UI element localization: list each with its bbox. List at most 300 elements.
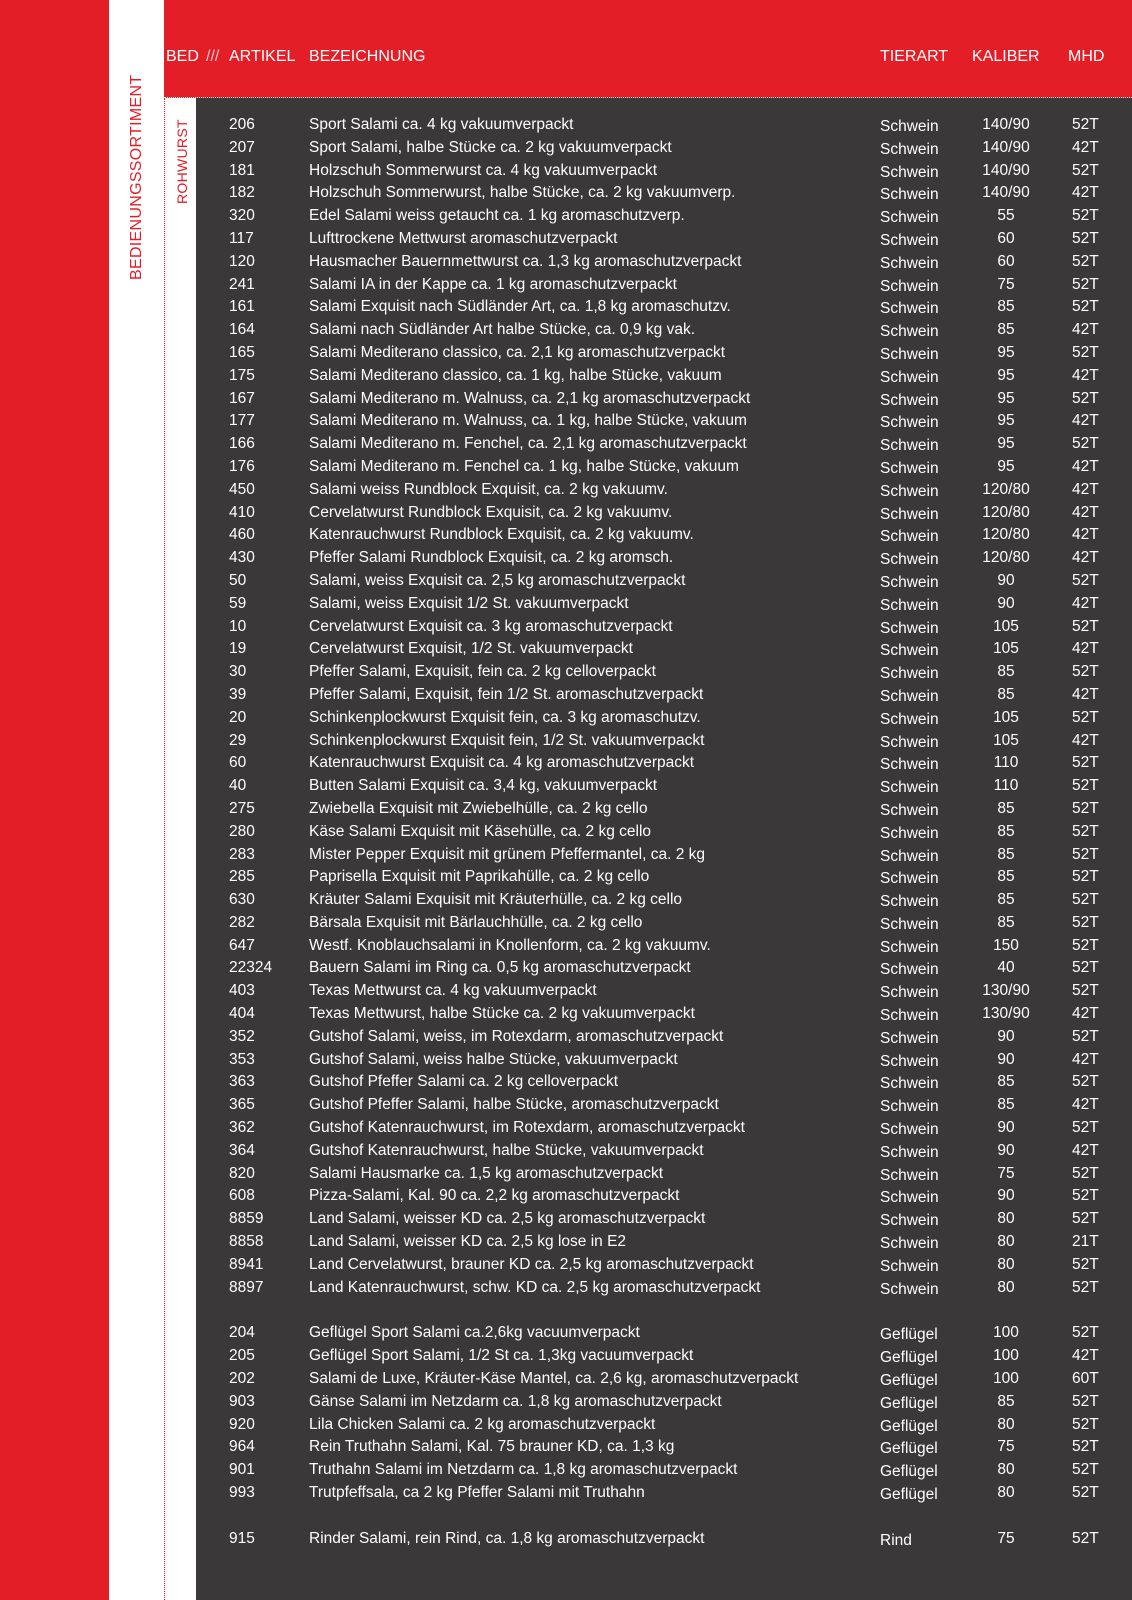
best-before: 52T	[1072, 1484, 1099, 1502]
animal-type: Schwein	[880, 938, 939, 956]
table-row	[0, 114, 1132, 137]
caliber: 85	[997, 822, 1015, 840]
animal-type: Schwein	[880, 847, 939, 865]
best-before: 42T	[1072, 1141, 1099, 1159]
best-before: 52T	[1072, 777, 1099, 795]
caliber: 85	[997, 663, 1015, 681]
caliber: 110	[993, 754, 1019, 772]
animal-type: Geflügel	[880, 1326, 938, 1344]
animal-type: Geflügel	[880, 1417, 938, 1435]
product-name: Gutshof Katenrauchwurst, halbe Stücke, vakuumverpackt	[309, 1141, 704, 1159]
caliber: 120/80	[982, 526, 1030, 544]
caliber: 75	[997, 1529, 1015, 1547]
product-name: Salami Mediterano m. Fenchel ca. 1 kg, halbe Stücke, vakuum	[309, 457, 739, 475]
caliber: 80	[997, 1278, 1015, 1296]
article-number: 410	[229, 503, 255, 521]
table-row	[0, 160, 1132, 183]
table-row	[0, 228, 1132, 251]
animal-type: Schwein	[880, 1189, 939, 1207]
article-number: 161	[229, 298, 255, 316]
caliber: 80	[997, 1233, 1015, 1251]
caliber: 80	[997, 1484, 1015, 1502]
best-before: 52T	[1072, 959, 1099, 977]
animal-type: Schwein	[880, 756, 939, 774]
best-before: 52T	[1072, 822, 1099, 840]
animal-type: Schwein	[880, 642, 939, 660]
article-number: 364	[229, 1141, 255, 1159]
animal-type: Schwein	[880, 163, 939, 181]
article-number: 10	[229, 617, 247, 635]
best-before: 42T	[1072, 731, 1099, 749]
product-name: Salami Mediterano classico, ca. 1 kg, halbe Stücke, vakuum	[309, 366, 722, 384]
best-before: 52T	[1072, 435, 1099, 453]
product-name: Trutpfeffsala, ca 2 kg Pfeffer Salami mit Truthahn	[309, 1484, 645, 1502]
best-before: 52T	[1072, 1324, 1099, 1342]
caliber: 40	[997, 959, 1015, 977]
best-before: 52T	[1072, 754, 1099, 772]
animal-type: Schwein	[880, 573, 939, 591]
article-number: 8941	[229, 1255, 264, 1273]
caliber: 140/90	[982, 184, 1030, 202]
article-number: 40	[229, 777, 247, 795]
article-number: 39	[229, 685, 247, 703]
table-row	[0, 1322, 1132, 1345]
group-gap	[0, 1299, 1132, 1322]
article-number: 60	[229, 754, 247, 772]
animal-type: Rind	[880, 1531, 912, 1549]
article-number: 450	[229, 480, 255, 498]
article-number: 353	[229, 1050, 255, 1068]
caliber: 85	[997, 868, 1015, 886]
product-name: Paprisella Exquisit mit Paprikahülle, ca. 2 kg cello	[309, 868, 650, 886]
product-name: Pfeffer Salami, Exquisit, fein 1/2 St. aromaschutzverpackt	[309, 685, 704, 703]
table-row	[0, 1026, 1132, 1049]
product-name: Land Cervelatwurst, brauner KD ca. 2,5 kg aromaschutzverpackt	[309, 1255, 754, 1273]
table-row	[0, 1482, 1132, 1505]
article-number: 285	[229, 868, 255, 886]
article-number: 964	[229, 1438, 255, 1456]
animal-type: Schwein	[880, 1257, 939, 1275]
article-number: 181	[229, 161, 255, 179]
best-before: 60T	[1072, 1370, 1099, 1388]
table-row	[0, 274, 1132, 297]
animal-type: Schwein	[880, 665, 939, 683]
best-before: 52T	[1072, 275, 1099, 293]
caliber: 85	[997, 685, 1015, 703]
best-before: 42T	[1072, 138, 1099, 156]
product-name: Salami Mediterano classico, ca. 2,1 kg aromaschutzverpackt	[309, 343, 726, 361]
table-row	[0, 957, 1132, 980]
caliber: 140/90	[982, 138, 1030, 156]
table-row	[0, 821, 1132, 844]
table-row	[0, 889, 1132, 912]
article-number: 920	[229, 1415, 255, 1433]
caliber: 90	[997, 571, 1015, 589]
article-number: 8859	[229, 1210, 264, 1228]
table-row	[0, 456, 1132, 479]
article-number: 647	[229, 936, 255, 954]
caliber: 75	[997, 1438, 1015, 1456]
animal-type: Schwein	[880, 1143, 939, 1161]
article-number: 176	[229, 457, 255, 475]
product-name: Sport Salami, halbe Stücke ca. 2 kg vakuumverpackt	[309, 138, 672, 156]
best-before: 42T	[1072, 321, 1099, 339]
best-before: 42T	[1072, 366, 1099, 384]
caliber: 150	[993, 936, 1019, 954]
table-row	[0, 1071, 1132, 1094]
product-name: Land Katenrauchwurst, schw. KD ca. 2,5 kg aromaschutzverpackt	[309, 1278, 761, 1296]
caliber: 100	[993, 1324, 1019, 1342]
caliber: 80	[997, 1210, 1015, 1228]
product-name: Texas Mettwurst ca. 4 kg vakuumverpackt	[309, 982, 597, 1000]
best-before: 52T	[1072, 708, 1099, 726]
article-number: 241	[229, 275, 255, 293]
table-row	[0, 388, 1132, 411]
product-name: Salami Mediterano m. Walnuss, ca. 1 kg, halbe Stücke, vakuum	[309, 412, 747, 430]
product-name: Schinkenplockwurst Exquisit fein, ca. 3 kg aromaschutzv.	[309, 708, 701, 726]
product-name: Gutshof Pfeffer Salami, halbe Stücke, aromaschutzverpackt	[309, 1096, 719, 1114]
table-row	[0, 980, 1132, 1003]
product-name: Rinder Salami, rein Rind, ca. 1,8 kg aromaschutzverpackt	[309, 1529, 705, 1547]
caliber: 140/90	[982, 161, 1030, 179]
table-row	[0, 319, 1132, 342]
table-row	[0, 707, 1132, 730]
caliber: 95	[997, 457, 1015, 475]
best-before: 52T	[1072, 1210, 1099, 1228]
group-gap	[0, 1505, 1132, 1528]
animal-type: Schwein	[880, 687, 939, 705]
animal-type: Schwein	[880, 414, 939, 432]
animal-type: Geflügel	[880, 1463, 938, 1481]
animal-type: Schwein	[880, 619, 939, 637]
animal-type: Geflügel	[880, 1372, 938, 1390]
product-name: Pfeffer Salami, Exquisit, fein ca. 2 kg celloverpackt	[309, 663, 656, 681]
caliber: 85	[997, 298, 1015, 316]
animal-type: Schwein	[880, 1029, 939, 1047]
animal-type: Schwein	[880, 1098, 939, 1116]
caliber: 105	[993, 731, 1019, 749]
product-name: Katenrauchwurst Exquisit ca. 4 kg aromaschutzverpackt	[309, 754, 695, 772]
product-name: Salami, weiss Exquisit ca. 2,5 kg aromaschutzverpackt	[309, 571, 686, 589]
article-number: 460	[229, 526, 255, 544]
caliber: 85	[997, 1073, 1015, 1091]
best-before: 52T	[1072, 617, 1099, 635]
caliber: 60	[997, 252, 1015, 270]
product-name: Pizza-Salami, Kal. 90 ca. 2,2 kg aromaschutzverpackt	[309, 1187, 680, 1205]
table-row	[0, 1391, 1132, 1414]
animal-type: Schwein	[880, 140, 939, 158]
best-before: 52T	[1072, 252, 1099, 270]
best-before: 52T	[1072, 982, 1099, 1000]
article-number: 608	[229, 1187, 255, 1205]
best-before: 52T	[1072, 1073, 1099, 1091]
article-number: 8858	[229, 1233, 264, 1251]
table-row	[0, 730, 1132, 753]
product-name: Pfeffer Salami Rundblock Exquisit, ca. 2 kg aromsch.	[309, 549, 674, 567]
animal-type: Schwein	[880, 1280, 939, 1298]
article-number: 166	[229, 435, 255, 453]
animal-type: Schwein	[880, 1166, 939, 1184]
best-before: 52T	[1072, 936, 1099, 954]
article-number: 205	[229, 1347, 255, 1365]
article-number: 167	[229, 389, 255, 407]
animal-type: Schwein	[880, 870, 939, 888]
article-number: 175	[229, 366, 255, 384]
table-row	[0, 570, 1132, 593]
best-before: 52T	[1072, 161, 1099, 179]
caliber: 105	[993, 640, 1019, 658]
product-name: Bauern Salami im Ring ca. 0,5 kg aromaschutzverpackt	[309, 959, 691, 977]
table-row	[0, 593, 1132, 616]
caliber: 105	[993, 617, 1019, 635]
product-name: Cervelatwurst Exquisit, 1/2 St. vakuumverpackt	[309, 640, 633, 658]
article-number: 901	[229, 1461, 255, 1479]
caliber: 130/90	[982, 1005, 1030, 1023]
product-name: Salami, weiss Exquisit 1/2 St. vakuumverpackt	[309, 594, 629, 612]
product-name: Schinkenplockwurst Exquisit fein, 1/2 St. vakuumverpackt	[309, 731, 705, 749]
animal-type: Schwein	[880, 482, 939, 500]
article-number: 430	[229, 549, 255, 567]
header-artikel: ARTIKEL	[229, 48, 296, 65]
article-number: 993	[229, 1484, 255, 1502]
table-row	[0, 1117, 1132, 1140]
caliber: 105	[993, 708, 1019, 726]
caliber: 80	[997, 1255, 1015, 1273]
animal-type: Schwein	[880, 300, 939, 318]
caliber: 95	[997, 435, 1015, 453]
best-before: 52T	[1072, 229, 1099, 247]
table-row	[0, 798, 1132, 821]
table-row	[0, 1094, 1132, 1117]
product-name: Gutshof Pfeffer Salami ca. 2 kg celloverpackt	[309, 1073, 619, 1091]
article-number: 320	[229, 207, 255, 225]
caliber: 90	[997, 1027, 1015, 1045]
product-name: Kräuter Salami Exquisit mit Kräuterhülle, ca. 2 kg cello	[309, 891, 683, 909]
article-number: 30	[229, 663, 247, 681]
product-name: Gutshof Katenrauchwurst, im Rotexdarm, aromaschutzverpackt	[309, 1119, 745, 1137]
best-before: 52T	[1072, 891, 1099, 909]
product-name: Gänse Salami im Netzdarm ca. 1,8 kg aromaschutzverpackt	[309, 1392, 722, 1410]
header-mhd: MHD	[1068, 48, 1105, 65]
product-name: Käse Salami Exquisit mit Käsehülle, ca. 2 kg cello	[309, 822, 652, 840]
best-before: 52T	[1072, 1187, 1099, 1205]
best-before: 52T	[1072, 1027, 1099, 1045]
best-before: 52T	[1072, 298, 1099, 316]
best-before: 42T	[1072, 526, 1099, 544]
caliber: 90	[997, 1187, 1015, 1205]
product-name: Rein Truthahn Salami, Kal. 75 brauner KD, ca. 1,3 kg	[309, 1438, 675, 1456]
table-row	[0, 410, 1132, 433]
product-name: Salami Mediterano m. Walnuss, ca. 2,1 kg aromaschutzverpackt	[309, 389, 751, 407]
animal-type: Schwein	[880, 368, 939, 386]
table-row	[0, 1185, 1132, 1208]
best-before: 52T	[1072, 1255, 1099, 1273]
best-before: 42T	[1072, 412, 1099, 430]
animal-type: Schwein	[880, 459, 939, 477]
best-before: 52T	[1072, 343, 1099, 361]
article-number: 403	[229, 982, 255, 1000]
animal-type: Schwein	[880, 277, 939, 295]
caliber: 85	[997, 799, 1015, 817]
best-before: 52T	[1072, 389, 1099, 407]
best-before: 52T	[1072, 116, 1099, 133]
product-name: Cervelatwurst Exquisit ca. 3 kg aromaschutzverpackt	[309, 617, 673, 635]
product-name: Sport Salami ca. 4 kg vakuumverpackt	[309, 116, 574, 133]
caliber: 90	[997, 1119, 1015, 1137]
product-name: Gutshof Salami, weiss halbe Stücke, vakuumverpackt	[309, 1050, 678, 1068]
product-name: Hausmacher Bauernmettwurst ca. 1,3 kg aromaschutzverpackt	[309, 252, 742, 270]
best-before: 42T	[1072, 184, 1099, 202]
article-number: 59	[229, 594, 247, 612]
animal-type: Geflügel	[880, 1486, 938, 1504]
animal-type: Schwein	[880, 209, 939, 227]
animal-type: Schwein	[880, 596, 939, 614]
header-divider	[164, 97, 1132, 98]
animal-type: Geflügel	[880, 1440, 938, 1458]
article-number: 120	[229, 252, 255, 270]
article-number: 820	[229, 1164, 255, 1182]
article-number: 207	[229, 138, 255, 156]
best-before: 52T	[1072, 1119, 1099, 1137]
caliber: 90	[997, 1141, 1015, 1159]
caliber: 75	[997, 275, 1015, 293]
caliber: 100	[993, 1347, 1019, 1365]
animal-type: Schwein	[880, 733, 939, 751]
article-number: 182	[229, 184, 255, 202]
article-number: 164	[229, 321, 255, 339]
article-number: 117	[229, 229, 254, 247]
caliber: 85	[997, 891, 1015, 909]
caliber: 85	[997, 913, 1015, 931]
table-row	[0, 502, 1132, 525]
article-number: 404	[229, 1005, 255, 1023]
animal-type: Geflügel	[880, 1349, 938, 1367]
table-row	[0, 182, 1132, 205]
table-row	[0, 1003, 1132, 1026]
animal-type: Schwein	[880, 1007, 939, 1025]
caliber: 85	[997, 1392, 1015, 1410]
caliber: 75	[997, 1164, 1015, 1182]
caliber: 140/90	[982, 116, 1030, 133]
article-number: 363	[229, 1073, 255, 1091]
header-bed: BED	[166, 48, 199, 65]
animal-type: Schwein	[880, 710, 939, 728]
caliber: 95	[997, 366, 1015, 384]
article-number: 206	[229, 116, 255, 133]
animal-type: Schwein	[880, 915, 939, 933]
caliber: 110	[993, 777, 1019, 795]
article-number: 29	[229, 731, 247, 749]
caliber: 95	[997, 389, 1015, 407]
caliber: 120/80	[982, 549, 1030, 567]
table-row	[0, 547, 1132, 570]
table-row	[0, 1345, 1132, 1368]
animal-type: Schwein	[880, 1052, 939, 1070]
product-name: Texas Mettwurst, halbe Stücke ca. 2 kg vakuumverpackt	[309, 1005, 695, 1023]
product-name: Geflügel Sport Salami ca.2,6kg vacuumverpackt	[309, 1324, 640, 1342]
product-name: Salami IA in der Kappe ca. 1 kg aromaschutzverpackt	[309, 275, 677, 293]
table-row	[0, 684, 1132, 707]
article-number: 50	[229, 571, 247, 589]
caliber: 130/90	[982, 982, 1030, 1000]
table-row	[0, 866, 1132, 889]
caliber: 80	[997, 1461, 1015, 1479]
caliber: 100	[993, 1370, 1019, 1388]
best-before: 52T	[1072, 1461, 1099, 1479]
animal-type: Schwein	[880, 1075, 939, 1093]
animal-type: Schwein	[880, 779, 939, 797]
animal-type: Schwein	[880, 824, 939, 842]
product-name: Salami de Luxe, Kräuter-Käse Mantel, ca. 2,6 kg, aromaschutzverpackt	[309, 1370, 799, 1388]
product-name: Salami nach Südländer Art halbe Stücke, ca. 0,9 kg vak.	[309, 321, 696, 339]
table-row	[0, 342, 1132, 365]
table-row	[0, 844, 1132, 867]
header-tierart: TIERART	[880, 48, 949, 65]
article-number: 283	[229, 845, 255, 863]
table-row	[0, 752, 1132, 775]
best-before: 42T	[1072, 640, 1099, 658]
animal-type: Schwein	[880, 186, 939, 204]
product-name: Butten Salami Exquisit ca. 3,4 kg, vakuumverpackt	[309, 777, 658, 795]
article-number: 8897	[229, 1278, 264, 1296]
caliber: 120/80	[982, 503, 1030, 521]
animal-type: Schwein	[880, 1121, 939, 1139]
caliber: 80	[997, 1415, 1015, 1433]
table-row	[0, 1254, 1132, 1277]
table-row	[0, 1140, 1132, 1163]
caliber: 60	[997, 229, 1015, 247]
best-before: 42T	[1072, 685, 1099, 703]
product-name: Geflügel Sport Salami, 1/2 St ca. 1,3kg vacuumverpackt	[309, 1347, 694, 1365]
best-before: 52T	[1072, 913, 1099, 931]
product-name: Lila Chicken Salami ca. 2 kg aromaschutzverpackt	[309, 1415, 656, 1433]
animal-type: Schwein	[880, 391, 939, 409]
best-before: 52T	[1072, 1438, 1099, 1456]
best-before: 52T	[1072, 1278, 1099, 1296]
animal-type: Schwein	[880, 893, 939, 911]
table-row	[0, 1459, 1132, 1482]
article-number: 19	[229, 640, 247, 658]
product-name: Truthahn Salami im Netzdarm ca. 1,8 kg aromaschutzverpackt	[309, 1461, 738, 1479]
table-row	[0, 524, 1132, 547]
table-row	[0, 1231, 1132, 1254]
article-number: 915	[229, 1529, 255, 1547]
product-name: Land Salami, weisser KD ca. 2,5 kg lose in E2	[309, 1233, 627, 1251]
product-name: Holzschuh Sommerwurst ca. 4 kg vakuumverpackt	[309, 161, 658, 179]
article-number: 202	[229, 1370, 255, 1388]
caliber: 85	[997, 321, 1015, 339]
best-before: 42T	[1072, 594, 1099, 612]
best-before: 52T	[1072, 868, 1099, 886]
best-before: 52T	[1072, 1392, 1099, 1410]
product-name: Salami Mediterano m. Fenchel, ca. 2,1 kg aromaschutzverpackt	[309, 435, 747, 453]
animal-type: Schwein	[880, 1212, 939, 1230]
category-label: ROHWURST	[174, 119, 190, 204]
caliber: 55	[997, 207, 1015, 225]
best-before: 52T	[1072, 845, 1099, 863]
product-name: Lufttrockene Mettwurst aromaschutzverpackt	[309, 229, 618, 247]
product-name: Edel Salami weiss getaucht ca. 1 kg aromaschutzverp.	[309, 207, 685, 225]
animal-type: Geflügel	[880, 1394, 938, 1412]
best-before: 21T	[1072, 1233, 1099, 1251]
table-row	[0, 912, 1132, 935]
caliber: 120/80	[982, 480, 1030, 498]
product-name: Salami Hausmarke ca. 1,5 kg aromaschutzverpackt	[309, 1164, 664, 1182]
product-name: Salami Exquisit nach Südländer Art, ca. 1,8 kg aromaschutzv.	[309, 298, 731, 316]
best-before: 52T	[1072, 1164, 1099, 1182]
table-row	[0, 616, 1132, 639]
article-number: 275	[229, 799, 255, 817]
